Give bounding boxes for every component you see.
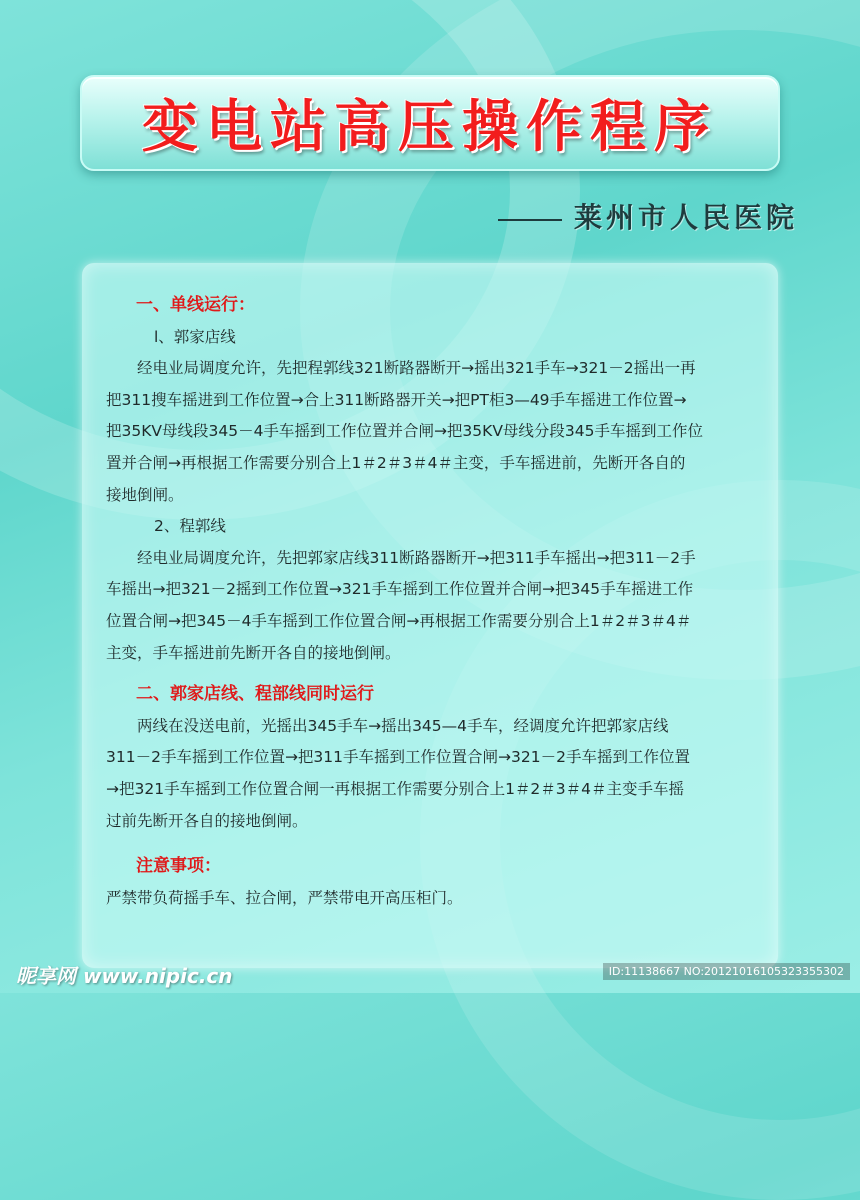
text-line: 严禁带负荷摇手车、拉合闸，严禁带电开高压柜门。	[106, 888, 463, 907]
text-line: 把311搜车摇进到工作位置→合上311断路器开关→把PT柜3—49手车摇进工作位置→	[106, 390, 687, 409]
text-line: 经电业局调度允许，先把程郭线321断路器断开→摇出321手车→321－2摇出一再	[137, 359, 696, 378]
procedure-content	[106, 290, 766, 914]
watermark-logo: 昵享网 www.nipic.cn	[16, 964, 233, 988]
text-line: 过前先断开各自的接地倒闸。	[106, 811, 308, 830]
text-line: 置并合闸→再根据工作需要分别合上1＃2＃3＃4＃主变，手车摇进前，先断开各自的	[106, 453, 686, 472]
paragraph-simultaneous	[106, 711, 766, 837]
hospital-subtitle	[498, 196, 798, 236]
subsection-label-chengguo: 2、程郭线	[154, 517, 226, 536]
text-line: 位置合闸→把345－4手车摇到工作位置合闸→再根据工作需要分别合上1＃2＃3＃4＃	[106, 611, 692, 630]
section-heading-notes: 注意事项：	[136, 856, 221, 877]
paragraph-chengguo	[106, 543, 766, 669]
text-line: 主变，手车摇进前先断开各自的接地倒闸。	[106, 643, 401, 662]
section-heading-single-line: 一、单线运行：	[136, 295, 255, 315]
text-line: 把35KV母线段345－4手车摇到工作位置并合闸→把35KV母线分段345手车摇到工作位	[106, 422, 704, 441]
text-line: 两线在没送电前，光摇出345手车→摇出345—4手车，经调度允许把郭家店线	[137, 716, 669, 735]
paragraph-guojiadian	[106, 353, 766, 511]
title-banner	[80, 75, 780, 171]
page-title: 变电站高压操作程序	[142, 95, 718, 160]
watermark-id: ID:11138667 NO:20121016105323355302	[603, 963, 850, 980]
text-line: 311－2手车摇到工作位置→把311手车摇到工作位置合闸→321－2手车摇到工作位置	[106, 748, 690, 767]
text-line: →把321手车摇到工作位置合闸一再根据工作需要分别合上1＃2＃3＃4＃主变手车摇	[106, 779, 685, 798]
subtitle-dash	[498, 219, 562, 221]
subsection-label-guojiadian: l、郭家店线	[154, 327, 236, 346]
hospital-name: 莱州市人民医院	[573, 201, 798, 234]
text-line: 接地倒闸。	[106, 485, 184, 504]
text-line: 经电业局调度允许，先把郭家店线311断路器断开→把311手车摇出→把311－2手	[137, 548, 696, 567]
text-line: 车摇出→把321－2摇到工作位置→321手车摇到工作位置并合闸→把345手车摇进工作	[106, 580, 694, 599]
paragraph-notes	[106, 883, 766, 915]
section-heading-simultaneous: 二、郭家店线、程部线同时运行	[136, 684, 374, 705]
